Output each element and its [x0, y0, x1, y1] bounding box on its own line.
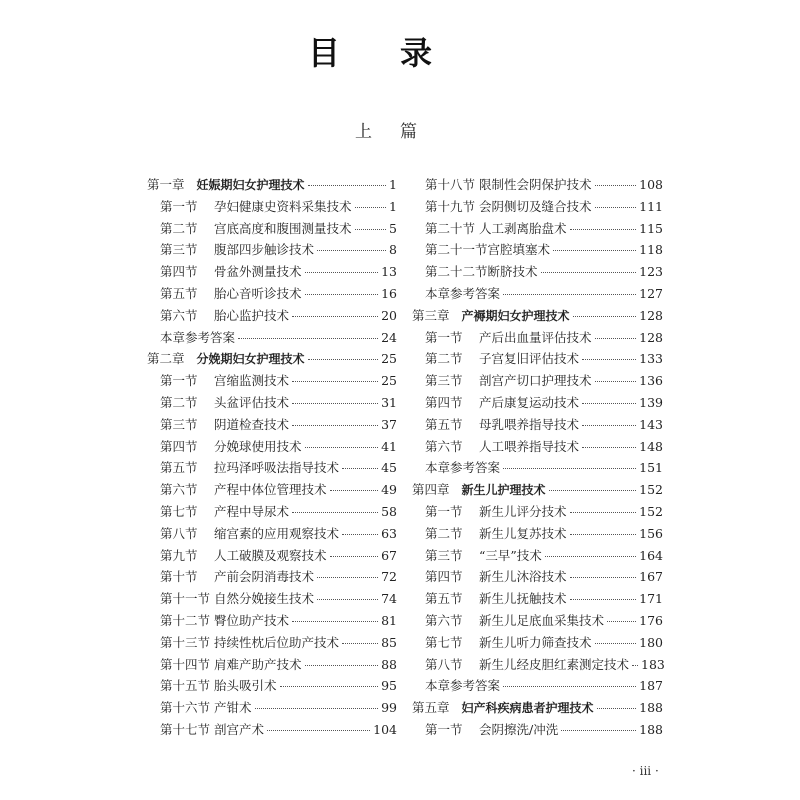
toc-entry-title: 骨盆外测量技术 [214, 264, 302, 280]
toc-entry-number: 第十四节 [160, 656, 211, 672]
toc-entry-page: 5 [389, 220, 397, 236]
toc-entry-title: 宫底高度和腹围测量技术 [214, 220, 352, 236]
dot-leader [570, 512, 637, 513]
toc-entry-number: 第四节 [160, 438, 198, 454]
toc-entry-title: 产程中导尿术 [214, 503, 290, 519]
toc-section-entry[interactable] [412, 719, 663, 741]
dot-leader [280, 686, 379, 687]
toc-entry-number: 第三节 [160, 242, 198, 258]
toc-entry-page: 25 [381, 351, 397, 367]
toc-entry-page: 187 [639, 678, 663, 694]
toc-entry-title: 腹部四步触诊技术 [214, 242, 315, 258]
toc-entry-page: 139 [639, 394, 663, 410]
toc-entry-title: 自然分娩接生技术 [214, 591, 315, 607]
toc-section-entry[interactable] [147, 327, 397, 349]
toc-section-entry[interactable] [412, 414, 663, 436]
dot-leader [355, 207, 387, 208]
toc-entry-title: 人工喂养指导技术 [479, 438, 580, 454]
dot-leader [308, 185, 387, 186]
toc-entry-page: 72 [381, 569, 397, 585]
toc-entry-number: 第一节 [160, 198, 198, 214]
toc-entry-number: 第十八节 [425, 177, 476, 192]
dot-leader [308, 359, 379, 360]
toc-entry-title: 子宫复旧评估技术 [479, 351, 580, 367]
dot-leader [595, 643, 637, 644]
dot-leader [355, 229, 387, 230]
toc-entry-number: 第二节 [425, 351, 463, 367]
toc-section-entry[interactable] [412, 566, 663, 588]
toc-entry-title: 本章参考答案 [425, 460, 501, 476]
toc-entry-title: 持续性枕后位助产技术 [214, 634, 340, 650]
toc-chapter-entry[interactable] [412, 697, 663, 719]
toc-entry-page: 85 [381, 634, 397, 650]
toc-entry-number: 第四章 [412, 482, 450, 498]
toc-entry-title: 缩宫素的应用观察技术 [214, 525, 340, 541]
toc-entry-title: 新生儿评分技术 [479, 503, 567, 519]
toc-section-entry[interactable] [147, 697, 397, 719]
toc-entry-number: 第二节 [425, 525, 463, 541]
toc-entry-number: 第六节 [160, 482, 198, 498]
dot-leader [632, 665, 638, 666]
toc-entry-title: 新生儿听力筛查技术 [479, 634, 592, 650]
toc-section-entry[interactable] [147, 414, 397, 436]
dot-leader [305, 272, 379, 273]
part-subtitle: 上篇 [355, 122, 445, 142]
toc-section-entry[interactable] [147, 457, 397, 479]
toc-section-entry[interactable] [412, 675, 663, 697]
toc-entry-number: 第十二节 [160, 612, 211, 628]
toc-entry-page: 1 [389, 198, 397, 214]
toc-entry-title: 胎心监护技术 [214, 307, 290, 323]
toc-section-entry[interactable] [147, 719, 397, 741]
toc-section-entry[interactable] [412, 501, 663, 523]
dot-leader [545, 556, 636, 557]
dot-leader [305, 665, 379, 666]
toc-entry-title: 孕妇健康史资料采集技术 [214, 198, 352, 214]
toc-entry-page: 133 [639, 351, 663, 367]
toc-entry-number: 第五节 [425, 591, 463, 607]
toc-entry-title: 会阴擦洗/冲洗 [479, 721, 559, 737]
dot-leader [595, 207, 637, 208]
toc-entry-title: 臀位助产技术 [214, 612, 290, 628]
toc-entry-number: 第十一节 [160, 591, 211, 607]
toc-entry-title: 产后康复运动技术 [479, 394, 580, 410]
toc-entry-page: 152 [639, 482, 663, 498]
toc-entry-page: 180 [639, 634, 663, 650]
dot-leader [573, 316, 637, 317]
toc-section-entry[interactable] [147, 545, 397, 567]
toc-entry-number: 第五节 [160, 285, 198, 301]
toc-entry-number: 第二节 [160, 394, 198, 410]
dot-leader [582, 403, 636, 404]
dot-leader [292, 403, 378, 404]
toc-section-entry[interactable] [412, 218, 663, 240]
toc-entry-title: 阴道检查技术 [214, 416, 290, 432]
dot-leader [330, 490, 379, 491]
toc-entry-page: 151 [639, 460, 663, 476]
toc-entry-number: 第六节 [425, 612, 463, 628]
toc-entry-page: 111 [639, 198, 663, 214]
toc-entry-page: 74 [381, 591, 397, 607]
toc-entry-number: 第一节 [425, 721, 463, 737]
toc-section-entry[interactable] [147, 501, 397, 523]
toc-entry-page: 143 [639, 416, 663, 432]
toc-section-entry[interactable] [412, 283, 663, 305]
dot-leader [595, 185, 637, 186]
page-number: · iii · [632, 764, 659, 778]
toc-entry-number: 第八节 [425, 656, 463, 672]
toc-section-entry[interactable] [147, 305, 397, 327]
toc-column-left [147, 174, 397, 741]
dot-leader [330, 556, 379, 557]
toc-section-entry[interactable] [412, 523, 663, 545]
toc-section-entry[interactable] [147, 632, 397, 654]
toc-entry-page: 25 [381, 373, 397, 389]
toc-entry-page: 58 [381, 503, 397, 519]
dot-leader [305, 294, 379, 295]
toc-entry-page: 164 [639, 547, 663, 563]
dot-leader [553, 250, 636, 251]
toc-entry-page: 95 [381, 678, 397, 694]
toc-entry-page: 171 [639, 591, 663, 607]
toc-entry-title: 胎心音听诊技术 [214, 285, 302, 301]
toc-section-entry[interactable] [147, 479, 397, 501]
toc-section-entry[interactable] [412, 261, 663, 283]
toc-chapter-entry[interactable] [412, 305, 663, 327]
toc-entry-number: 第一章 [147, 177, 185, 192]
toc-chapter-entry[interactable] [147, 174, 397, 196]
toc-section-entry[interactable] [147, 436, 397, 458]
toc-section-entry[interactable] [412, 196, 663, 218]
toc-entry-page: 188 [639, 721, 663, 737]
toc-entry-title: 新生儿复苏技术 [479, 525, 567, 541]
dot-leader [607, 621, 636, 622]
toc-entry-page: 45 [381, 460, 397, 476]
toc-section-entry[interactable] [147, 610, 397, 632]
toc-entry-title: 本章参考答案 [425, 285, 501, 301]
toc-entry-number: 第十节 [160, 569, 198, 585]
toc-entry-number: 第二十一节 [425, 242, 488, 258]
toc-section-entry[interactable] [147, 283, 397, 305]
toc-entry-page: 188 [639, 700, 663, 716]
dot-leader [238, 338, 378, 339]
dot-leader [582, 447, 636, 448]
toc-entry-number: 第三节 [425, 373, 463, 389]
toc-entry-number: 第七节 [425, 634, 463, 650]
dot-leader [317, 577, 378, 578]
toc-entry-number: 第二章 [147, 351, 185, 367]
toc-section-entry[interactable] [412, 392, 663, 414]
toc-entry-number: 第四节 [425, 569, 463, 585]
toc-entry-page: 37 [381, 416, 397, 432]
toc-entry-number: 第七节 [160, 503, 198, 519]
toc-section-entry[interactable] [412, 174, 663, 196]
dot-leader [342, 468, 378, 469]
toc-entry-page: 128 [639, 307, 663, 323]
toc-entry-title: “三早”技术 [479, 547, 542, 563]
toc-entry-title: 产程中体位管理技术 [214, 482, 327, 498]
dot-leader [595, 381, 637, 382]
toc-entry-page: 88 [381, 656, 397, 672]
toc-entry-page: 99 [381, 700, 397, 716]
toc-section-entry[interactable] [412, 654, 663, 676]
toc-entry-title: 剖宫产术 [214, 721, 265, 737]
toc-entry-title: 母乳喂养指导技术 [479, 416, 580, 432]
toc-section-entry[interactable] [147, 196, 397, 218]
toc-entry-title: 头盆评估技术 [214, 394, 290, 410]
toc-entry-number: 第十六节 [160, 700, 211, 716]
toc-section-entry[interactable] [412, 632, 663, 654]
toc-entry-title: 剖宫产切口护理技术 [479, 373, 592, 389]
toc-entry-page: 127 [639, 285, 663, 301]
toc-entry-page: 20 [381, 307, 397, 323]
toc-entry-title: 产前会阴消毒技术 [214, 569, 315, 585]
dot-leader [292, 381, 378, 382]
toc-entry-page: 8 [389, 242, 397, 258]
toc-entry-page: 24 [381, 329, 397, 345]
toc-entry-page: 63 [381, 525, 397, 541]
toc-entry-number: 第二十节 [425, 220, 476, 236]
toc-entry-number: 第六节 [160, 307, 198, 323]
toc-entry-number: 第三章 [412, 307, 450, 323]
toc-section-entry[interactable] [147, 261, 397, 283]
dot-leader [595, 338, 637, 339]
toc-entry-title: 新生儿护理技术 [461, 483, 546, 498]
toc-entry-title: 人工剥离胎盘术 [479, 220, 567, 236]
toc-entry-number: 第五章 [412, 700, 450, 716]
toc-entry-title: 妊娠期妇女护理技术 [196, 178, 305, 192]
toc-entry-number: 第二十二节 [425, 264, 488, 280]
toc-entry-page: 118 [639, 242, 663, 258]
dot-leader [292, 316, 378, 317]
page-title [0, 28, 800, 74]
dot-leader [570, 229, 637, 230]
toc-section-entry[interactable] [147, 654, 397, 676]
toc-entry-title: 会阴侧切及缝合技术 [479, 198, 592, 214]
dot-leader [597, 708, 637, 709]
toc-entry-number: 第四节 [160, 264, 198, 280]
toc-section-entry[interactable] [147, 370, 397, 392]
toc-entry-number: 第六节 [425, 438, 463, 454]
toc-entry-number: 第一节 [425, 503, 463, 519]
toc-entry-number: 第八节 [160, 525, 198, 541]
toc-entry-title: 产褥期妇女护理技术 [461, 308, 570, 323]
dot-leader [582, 359, 636, 360]
dot-leader [342, 643, 378, 644]
toc-chapter-entry[interactable] [412, 479, 663, 501]
toc-section-entry[interactable] [412, 588, 663, 610]
toc-entry-title: 肩难产助产技术 [214, 656, 302, 672]
toc-entry-title: 产钳术 [214, 700, 252, 716]
toc-entry-number: 第三节 [160, 416, 198, 432]
toc-entry-title: 拉玛泽呼吸法指导技术 [214, 460, 340, 476]
toc-column-right [412, 174, 663, 741]
dot-leader [541, 272, 637, 273]
dot-leader [570, 577, 637, 578]
dot-leader [561, 730, 636, 731]
toc-entry-page: 183 [641, 656, 665, 672]
toc-section-entry[interactable] [147, 675, 397, 697]
toc-entry-page: 81 [381, 612, 397, 628]
toc-entry-number: 第五节 [160, 460, 198, 476]
toc-entry-number: 第五节 [425, 416, 463, 432]
toc-entry-title: 人工破膜及观察技术 [214, 547, 327, 563]
toc-entry-page: 108 [639, 177, 663, 192]
toc-entry-page: 136 [639, 373, 663, 389]
toc-entry-number: 第十五节 [160, 678, 211, 694]
toc-entry-number: 第四节 [425, 394, 463, 410]
toc-entry-page: 128 [639, 329, 663, 345]
toc-entry-title: 限制性会阴保护技术 [479, 177, 592, 192]
toc-entry-title: 断脐技术 [487, 264, 538, 280]
toc-entry-page: 31 [381, 394, 397, 410]
toc-entry-number: 第二节 [160, 220, 198, 236]
toc-entry-number: 第九节 [160, 547, 198, 563]
dot-leader [292, 512, 378, 513]
title-char-1: 目 [307, 34, 400, 72]
toc-entry-title: 新生儿足底血采集技术 [479, 612, 605, 628]
toc-entry-title: 分娩球使用技术 [214, 438, 302, 454]
toc-entry-title: 本章参考答案 [160, 329, 236, 345]
toc-entry-page: 115 [639, 220, 663, 236]
toc-entry-page: 176 [639, 612, 663, 628]
toc-entry-title: 分娩期妇女护理技术 [196, 352, 305, 367]
toc-entry-number: 第十三节 [160, 634, 211, 650]
toc-entry-page: 16 [381, 285, 397, 301]
toc-section-entry[interactable] [412, 457, 663, 479]
toc-entry-number: 第一节 [425, 329, 463, 345]
dot-leader [292, 621, 378, 622]
toc-entry-number: 第三节 [425, 547, 463, 563]
toc-entry-page: 67 [381, 547, 397, 563]
dot-leader [342, 534, 378, 535]
toc-entry-page: 123 [639, 264, 663, 280]
toc-entry-number: 第一节 [160, 373, 198, 389]
toc-entry-page: 13 [381, 264, 397, 280]
toc-section-entry[interactable] [147, 218, 397, 240]
toc-section-entry[interactable] [147, 566, 397, 588]
toc-entry-page: 1 [389, 177, 397, 192]
dot-leader [570, 534, 637, 535]
dot-leader [503, 686, 636, 687]
toc-entry-title: 新生儿沐浴技术 [479, 569, 567, 585]
toc-entry-page: 148 [639, 438, 663, 454]
dot-leader [503, 468, 636, 469]
toc-section-entry[interactable] [412, 239, 663, 261]
dot-leader [305, 447, 379, 448]
toc-entry-page: 104 [373, 721, 397, 737]
toc-entry-page: 49 [381, 482, 397, 498]
toc-entry-title: 妇产科疾病患者护理技术 [461, 701, 594, 716]
dot-leader [317, 599, 378, 600]
toc-entry-number: 第十七节 [160, 721, 211, 737]
dot-leader [582, 425, 636, 426]
toc-entry-title: 胎头吸引术 [214, 678, 277, 694]
toc-section-entry[interactable] [412, 436, 663, 458]
toc-entry-title: 新生儿抚触技术 [479, 591, 567, 607]
toc-entry-page: 41 [381, 438, 397, 454]
toc-entry-title: 产后出血量评估技术 [479, 329, 592, 345]
dot-leader [255, 708, 379, 709]
toc-section-entry[interactable] [412, 327, 663, 349]
toc-section-entry[interactable] [412, 370, 663, 392]
toc-entry-title: 新生儿经皮胆红素测定技术 [479, 656, 630, 672]
toc-entry-title: 本章参考答案 [425, 678, 501, 694]
dot-leader [292, 425, 378, 426]
toc-section-entry[interactable] [412, 545, 663, 567]
toc-entry-page: 152 [639, 503, 663, 519]
toc-section-entry[interactable] [412, 610, 663, 632]
dot-leader [570, 599, 637, 600]
toc-entry-page: 156 [639, 525, 663, 541]
dot-leader [317, 250, 386, 251]
toc-section-entry[interactable] [147, 392, 397, 414]
toc-entry-title: 宫缩监测技术 [214, 373, 290, 389]
toc-section-entry[interactable] [147, 523, 397, 545]
toc-chapter-entry[interactable] [147, 348, 397, 370]
toc-section-entry[interactable] [147, 588, 397, 610]
toc-entry-title: 宫腔填塞术 [487, 242, 551, 258]
toc-section-entry[interactable] [147, 239, 397, 261]
toc-entry-page: 167 [639, 569, 663, 585]
dot-leader [549, 490, 637, 491]
dot-leader [267, 730, 370, 731]
title-char-2: 录 [400, 34, 493, 72]
toc-entry-number: 第十九节 [425, 198, 476, 214]
dot-leader [503, 294, 636, 295]
toc-section-entry[interactable] [412, 348, 663, 370]
